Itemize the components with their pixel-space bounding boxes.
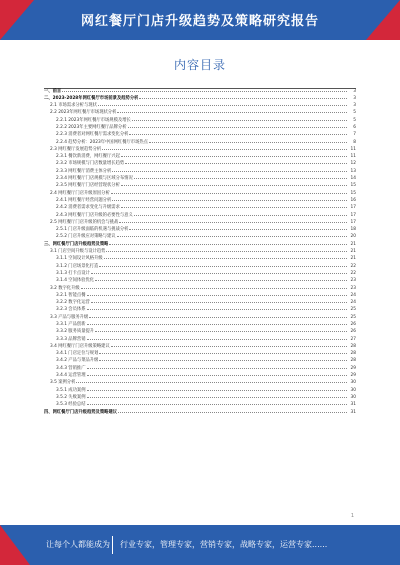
toc-entry-label: 二、2023-2028年网红餐厅市场前景及趋势分析 — [44, 95, 139, 101]
toc-entry-page: 31 — [350, 402, 356, 408]
toc-entry-page: 28 — [350, 358, 356, 364]
toc-leader-dots — [129, 130, 347, 136]
toc-entry-page: 28 — [350, 351, 356, 357]
toc-entry-page: 25 — [350, 314, 356, 320]
toc-entry-page: 21 — [350, 256, 356, 262]
toc-entry-label: 3.1.3 打卡点设计 — [56, 270, 90, 276]
toc-leader-dots — [129, 225, 347, 231]
toc-entry-label: 3.2 数字化升级 — [50, 285, 80, 291]
toc-entry-label: 3.1.2 门店场景化打造 — [56, 263, 99, 269]
toc-entry-page: 5 — [353, 110, 356, 116]
toc-leader-dots — [81, 283, 347, 289]
toc-leader-dots — [87, 371, 348, 377]
toc-entry-label: 四、网红餐厅门店升级趋势及策略建议 — [44, 409, 118, 415]
toc-entry-page: 11 — [350, 146, 356, 152]
toc-leader-dots — [117, 108, 347, 114]
toc-entry-page: 28 — [350, 343, 356, 349]
toc-entry-label: 3.4 网红餐厅门店升级策略建议 — [50, 343, 110, 349]
toc-entry[interactable] — [44, 86, 356, 93]
toc-entry-page: 11 — [350, 154, 356, 160]
toc-leader-dots — [121, 203, 347, 209]
toc-entry-label: 2.3 网红餐厅发展趋势分析 — [50, 146, 102, 152]
toc-entry-label: 3.5.2 失败案例 — [56, 394, 86, 400]
toc-entry-label: 2.1 市场需求分析与现状 — [50, 103, 97, 109]
toc-leader-dots — [119, 217, 347, 223]
toc-entry-label: 2.3.1 餐饮新消费，网红餐厅兴起 — [56, 154, 120, 160]
toc-leader-dots — [112, 195, 347, 201]
toc-leader-dots — [87, 392, 348, 398]
toc-entry-page: 16 — [350, 197, 356, 203]
toc-entry-page: 5 — [353, 117, 356, 123]
toc-entry-page: 23 — [350, 285, 356, 291]
toc-entry-label: 2.3.2 市场规模与门店数量增长趋势 — [56, 161, 125, 167]
toc-entry-page: 7 — [353, 132, 356, 138]
toc-entry-label: 3.4.4 运营管理 — [56, 373, 86, 379]
toc-entry[interactable] — [44, 385, 356, 392]
toc-leader-dots — [89, 312, 347, 318]
toc-entry-label: 3.2.1 智能点餐 — [56, 292, 86, 298]
toc-entry[interactable] — [44, 247, 356, 254]
toc-entry-label: 2.2.1 2023年网红餐厅市场规模及增长 — [56, 117, 131, 123]
toc-leader-dots — [109, 239, 347, 245]
toc-entry-page: 23 — [350, 278, 356, 284]
toc-leader-dots — [102, 144, 347, 150]
toc-entry-label: 2.4.1 网红餐厅经营问题分析 — [56, 197, 112, 203]
toc-entry-page: 3 — [353, 95, 356, 101]
toc-entry[interactable] — [44, 130, 356, 137]
toc-entry[interactable] — [44, 225, 356, 232]
toc-entry[interactable] — [44, 363, 356, 370]
toc-leader-dots — [118, 407, 347, 413]
toc-entry[interactable] — [44, 122, 356, 129]
toc-entry-page: 21 — [350, 249, 356, 255]
toc-entry-page: 30 — [350, 380, 356, 386]
toc-entry-page: 17 — [350, 205, 356, 211]
toc-leader-dots — [99, 349, 347, 355]
toc-entry[interactable] — [44, 392, 356, 399]
footer-accent — [0, 525, 30, 565]
toc-entry[interactable] — [44, 115, 356, 122]
toc-entry-page: 13 — [350, 168, 356, 174]
toc-leader-dots — [87, 290, 348, 296]
toc-entry-page: 15 — [350, 183, 356, 189]
toc-entry[interactable] — [44, 101, 356, 108]
toc-leader-dots — [87, 334, 348, 340]
toc-leader-dots — [121, 181, 347, 187]
toc-leader-dots — [87, 363, 348, 369]
toc-entry-label: 2.3.4 网红餐厅门店规模与区域分布情况 — [56, 176, 133, 182]
toc-entry-label: 三、网红餐厅门店升级趋势及策略 — [44, 241, 109, 247]
toc-leader-dots — [104, 254, 347, 260]
toc-leader-dots — [91, 298, 347, 304]
toc-entry-label: 3.5 案例分析 — [50, 380, 76, 386]
toc-leader-dots — [111, 188, 347, 194]
toc-entry-label: 2.2.4 趋势分析：2023年中国网红餐厅市场热点 — [56, 139, 148, 145]
toc-entry[interactable] — [44, 371, 356, 378]
toc-entry-page: 3 — [353, 88, 356, 94]
toc-entry[interactable] — [44, 166, 356, 173]
toc-entry[interactable] — [44, 181, 356, 188]
toc-leader-dots — [132, 115, 347, 121]
toc-entry-page: 29 — [350, 365, 356, 371]
toc-entry-label: 2.4.3 网红餐厅门店升级的必要性与意义 — [56, 212, 133, 218]
toc-entry[interactable] — [44, 327, 356, 334]
footer-divider — [112, 536, 113, 554]
toc-entry-page: 20 — [350, 234, 356, 240]
toc-entry-label: 3.5.3 经验总结 — [56, 402, 86, 408]
toc-entry[interactable] — [44, 174, 356, 181]
toc-leader-dots — [139, 93, 347, 99]
toc-entry-page: 17 — [350, 212, 356, 218]
toc-entry-page: 22 — [350, 270, 356, 276]
toc-entry-label: 3.4.2 产品与菜品升级 — [56, 358, 99, 364]
toc-leader-dots — [98, 101, 347, 107]
report-title: 网红餐厅门店升级趋势及策略研究报告 — [80, 14, 319, 29]
toc-entry-label: 2.2.2 2023年主要网红餐厅品牌分析 — [56, 124, 127, 130]
toc-leader-dots — [87, 305, 348, 311]
toc-entry-label: 3.5.1 成功案例 — [56, 387, 86, 393]
toc-entry-label: 3.4.1 门店定位与规划 — [56, 351, 99, 357]
toc-entry-label: 3.2.2 数字化运营 — [56, 300, 90, 306]
toc-entry[interactable] — [44, 407, 356, 414]
toc-entry-label: 2.4 网红餐厅门店升级原因分析 — [50, 190, 110, 196]
toc-entry-page: 29 — [350, 373, 356, 379]
toc-entry-label: 3.3 产品与服务升级 — [50, 314, 89, 320]
toc-entry-label: 3.3.3 品牌营销 — [56, 336, 86, 342]
toc-entry-label: 一、前言 — [44, 88, 62, 94]
toc-leader-dots — [76, 378, 347, 384]
toc-entry[interactable] — [44, 298, 356, 305]
toc-leader-dots — [134, 174, 347, 180]
toc-entry-label: 3.3.2 服务质量提升 — [56, 329, 95, 335]
toc-entry-page: 6 — [353, 124, 356, 130]
toc-entry[interactable] — [44, 93, 356, 100]
toc-leader-dots — [87, 400, 348, 406]
toc-leader-dots — [106, 247, 347, 253]
toc-entry-page: 12 — [350, 161, 356, 167]
toc-leader-dots — [99, 356, 347, 362]
toc-entry-page: 14 — [350, 176, 356, 182]
toc-leader-dots — [95, 327, 347, 333]
toc-entry[interactable] — [44, 217, 356, 224]
toc-leader-dots — [125, 159, 347, 165]
toc-entry-label: 2.2 2023年网红餐厅市场现状分析 — [50, 110, 117, 116]
toc-entry-page: 24 — [350, 292, 356, 298]
toc-entry-page: 30 — [350, 387, 356, 393]
toc-entry-page: 31 — [350, 409, 356, 415]
toc-leader-dots — [128, 122, 348, 128]
footer-tagline: 行业专家，管理专家，营销专家，战略专家，运营专家...... — [120, 540, 328, 549]
toc-entry-page: 3 — [353, 103, 356, 109]
toc-entry-label: 2.4.2 消费者需求变化与升级需求 — [56, 205, 120, 211]
toc-entry[interactable] — [44, 268, 356, 275]
toc-leader-dots — [91, 268, 347, 274]
footer-slogan: 让每个人都能成为 — [46, 540, 110, 549]
toc-entry-page: 26 — [350, 329, 356, 335]
toc-entry[interactable] — [44, 144, 356, 151]
toc-leader-dots — [134, 210, 347, 216]
toc-entry[interactable] — [44, 283, 356, 290]
toc-entry-label: 3.1.1 空间设计风格升级 — [56, 256, 103, 262]
toc-entry-page: 17 — [350, 219, 356, 225]
toc-leader-dots — [117, 232, 347, 238]
toc-entry[interactable] — [44, 349, 356, 356]
toc-entry-page: 24 — [350, 300, 356, 306]
toc-entry-label: 3.1.4 空间体验优化 — [56, 278, 95, 284]
toc-entry[interactable] — [44, 276, 356, 283]
toc-entry-label: 3.1 门店空间升级与设计趋势 — [50, 249, 106, 255]
toc-entry[interactable] — [44, 152, 356, 159]
toc-entry[interactable] — [44, 305, 356, 312]
toc-leader-dots — [112, 166, 347, 172]
toc-entry[interactable] — [44, 210, 356, 217]
toc-entry[interactable] — [44, 137, 356, 144]
toc-entry[interactable] — [44, 239, 356, 246]
toc-entry-page: 26 — [350, 322, 356, 327]
toc-entry-page: 15 — [350, 190, 356, 196]
toc-entry-label: 2.3.3 网红餐厅消费主体分析 — [56, 168, 112, 174]
toc-entry[interactable] — [44, 195, 356, 202]
toc-entry[interactable] — [44, 334, 356, 341]
toc-entry[interactable] — [44, 203, 356, 210]
toc-entry-page: 21 — [350, 241, 356, 247]
toc-entry[interactable] — [44, 159, 356, 166]
toc-entry-label: 2.5 网红餐厅门店升级的机会与挑战 — [50, 219, 119, 225]
toc-entry-label: 3.4.3 营销推广 — [56, 365, 86, 371]
toc-entry[interactable] — [44, 320, 356, 327]
toc-title: 内容目录 — [173, 58, 226, 72]
toc-entry[interactable] — [44, 254, 356, 261]
report-header — [0, 0, 400, 40]
toc-entry[interactable] — [44, 312, 356, 319]
toc-entry[interactable] — [44, 378, 356, 385]
toc-entry-page: 18 — [350, 227, 356, 233]
toc-entry-label: 3.2.3 会员体系 — [56, 307, 86, 313]
toc-entry-page: 22 — [350, 263, 356, 269]
toc-entry[interactable] — [44, 261, 356, 268]
toc-leader-dots — [87, 320, 348, 326]
toc-leader-dots — [87, 385, 348, 391]
toc-entry[interactable] — [44, 356, 356, 363]
toc-entry-label: 2.5.2 门店升级应对策略与建议 — [56, 234, 116, 240]
toc-entry[interactable] — [44, 108, 356, 115]
toc-leader-dots — [95, 276, 347, 282]
toc-entry[interactable] — [44, 290, 356, 297]
page-number: 1 — [350, 513, 354, 519]
toc-entry-label: 2.2.3 消费者对网红餐厅需求变化分析 — [56, 132, 129, 138]
toc-leader-dots — [62, 86, 347, 92]
toc-entry-page: 8 — [353, 139, 356, 145]
toc-entry[interactable] — [44, 341, 356, 348]
table-of-contents — [44, 86, 356, 414]
toc-entry[interactable] — [44, 188, 356, 195]
toc-entry-label: 2.3.5 网红餐厅门店经营现状分析 — [56, 183, 120, 189]
toc-entry-page: 30 — [350, 394, 356, 400]
toc-leader-dots — [111, 341, 347, 347]
toc-entry-label: 3.3.1 产品创新 — [56, 322, 86, 327]
report-footer — [0, 525, 400, 565]
toc-leader-dots — [149, 137, 347, 143]
toc-leader-dots — [99, 261, 347, 267]
toc-entry[interactable] — [44, 400, 356, 407]
toc-leader-dots — [121, 152, 347, 158]
toc-entry-label: 2.5.1 门店升级面临的机遇与挑战分析 — [56, 227, 129, 233]
toc-entry-page: 25 — [350, 307, 356, 313]
toc-entry[interactable] — [44, 232, 356, 239]
toc-entry-page: 27 — [350, 336, 356, 342]
